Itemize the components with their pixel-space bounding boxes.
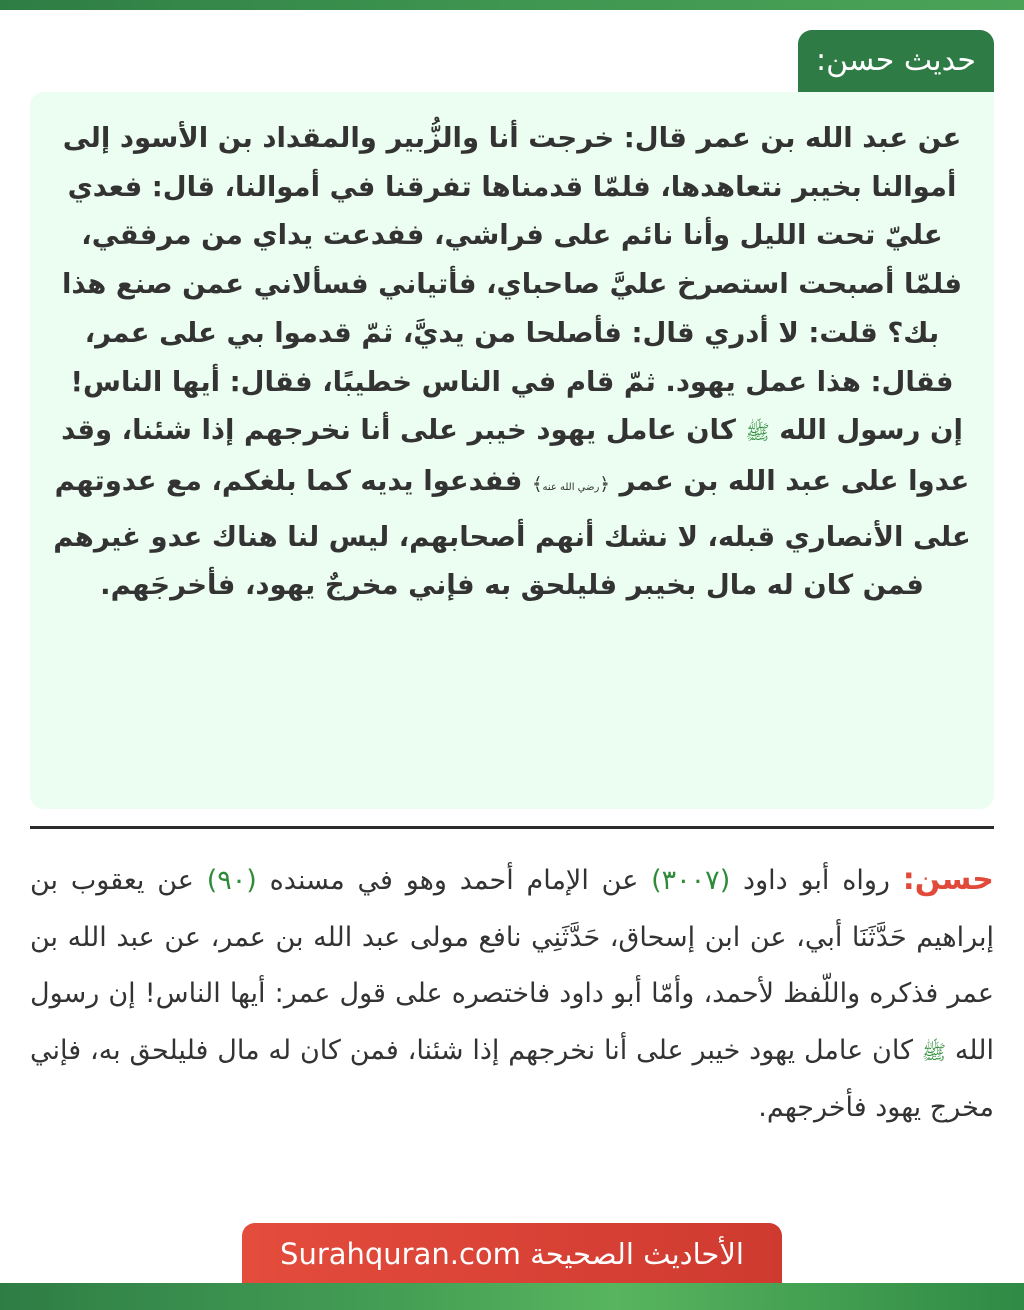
hadith-text-box (30, 92, 994, 809)
radiallahu-anhu-label: رضي الله عنه (542, 481, 600, 493)
radiallahu-anhu-icon: ﴿رضي الله عنه﴾ (531, 473, 610, 495)
hadith-text-part-2: كان عامل يهود خيبر على أنا نخرجهم إذا شئنا، وقد عدوا على عبد الله بن عمر (61, 414, 970, 497)
bottom-decorative-bar (0, 1283, 1024, 1310)
abu-dawud-reference-number: (٣٠٠٧) (651, 865, 731, 896)
takhrij-text-1: رواه أبو داود (743, 865, 890, 896)
site-badge-label: الأحاديث الصحيحة Surahquran.com (280, 1237, 744, 1271)
grade-tab-label: حديث حسن: (816, 43, 976, 78)
hadith-text-part-1: عن عبد الله بن عمر قال: خرجت أنا والزُّبير والمقداد بن الأسود إلى أموالنا بخيبر نتعاهدها، فلمّا قدمناها تفرقنا في أموالنا، قال: فعدي عليّ تحت الليل وأنا نائم على فراشي، ففدعت يداي من مرفقي، فلمّا أصبحت استصرخ عليَّ صاحباي، فأتياني فسألاني عمن صنع هذا بك؟ قلت: لا أدري قال: فأصلحا من يديَّ، ثمّ قدموا بي على عمر، فقال: هذا عمل يهود. ثمّ قام في الناس خطيبًا، فقال: أيها الناس! إن رسول الله (61, 122, 963, 447)
musnad-reference-number: (٩٠) (206, 865, 257, 896)
hadith-grade-tab (798, 30, 994, 92)
section-divider (30, 826, 994, 829)
takhrij-text-2: عن الإمام أحمد وهو في مسنده (269, 865, 639, 896)
salallahu-alayhi-wasallam-icon: ﷺ (745, 420, 770, 445)
hadith-text-part-3: ففدعوا يديه كما بلغكم، مع عدوتهم على الأنصاري قبله، لا نشك أنهم أصحابهم، ليس لنا هناك عدو غيرهم فمن كان له مال بخيبر فليلحق به فإني مخرجٌ يهود، فأخرجَهم. (53, 464, 971, 602)
site-badge[interactable] (242, 1223, 782, 1283)
takhrij-text (30, 852, 994, 1137)
takhrij-grade-label: حسن: (902, 862, 994, 897)
hadith-text (50, 114, 974, 610)
salallahu-alayhi-wasallam-icon: ﷺ (921, 1039, 946, 1064)
takhrij-text-4: كان عامل يهود خيبر على أنا نخرجهم إذا شئنا، فمن كان له مال فليلحق به، فإني مخرج يهود فأخرجهم. (30, 1034, 994, 1123)
top-decorative-bar (0, 0, 1024, 10)
takhrij-text-3: عن يعقوب بن إبراهيم حَدَّثَنَا أبي، عن ابن إسحاق، حَدَّثَنِي نافع مولى عبد الله بن عمر، عن عبد الله بن عمر فذكره واللّفظ لأحمد، وأمّا أبو داود فاختصره على قول عمر: أيها الناس! إن رسول الله (30, 865, 994, 1066)
